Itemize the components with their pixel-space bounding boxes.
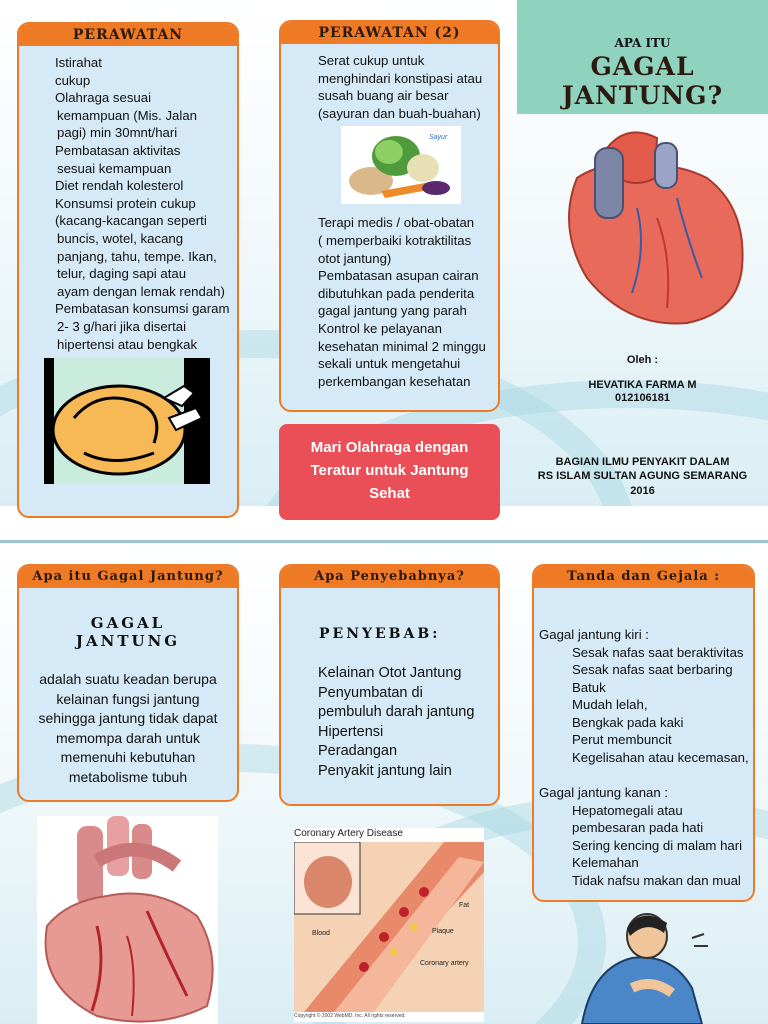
list-item: dibutuhkan pada penderita xyxy=(318,285,475,301)
list-item: ( memperbaiki kotraktilitas xyxy=(318,232,472,248)
page-divider xyxy=(0,540,768,543)
gejala-kiri-title: Gagal jantung kiri : xyxy=(539,627,649,642)
apa-itu-header: Apa itu Gagal Jantung? xyxy=(19,566,237,588)
slogan-line: Sehat xyxy=(369,485,410,502)
list-item: Pembatasan konsumsi garam xyxy=(55,301,230,317)
list-item: Terapi medis / obat-obatan xyxy=(318,215,475,231)
cover-nim: 012106181 xyxy=(614,392,671,404)
list-item: Olahraga sesuai xyxy=(55,90,152,106)
definition-line: sehingga jantung tidak dapat xyxy=(38,710,218,726)
chicken-image xyxy=(44,358,210,484)
list-item: Kontrol ke pelayanan xyxy=(318,320,442,336)
list-item: Kegelisahan atau kecemasan, xyxy=(572,749,749,765)
vegetables-image xyxy=(341,126,461,204)
cover-year: 2016 xyxy=(630,485,655,497)
cover-title-band xyxy=(517,0,768,114)
list-item: perkembangan kesehatan xyxy=(318,373,471,389)
perawatan-header: PERAWATAN xyxy=(19,24,237,46)
apa-itu-title-2: JANTUNG xyxy=(75,632,181,650)
list-item: Tidak nafsu makan dan mual xyxy=(572,872,741,888)
definition-line: metabolisme tubuh xyxy=(68,768,188,785)
list-item: pembesaran pada hati xyxy=(572,820,704,835)
cover-title-small: APA ITU xyxy=(614,36,671,50)
list-item: buncis, wotel, kacang xyxy=(57,230,184,246)
penyebab-box xyxy=(279,564,500,806)
cover-oleh: Oleh : xyxy=(626,354,659,366)
list-item: Konsumsi protein cukup xyxy=(55,195,196,211)
slogan-line: Teratur untuk Jantung xyxy=(310,462,469,479)
label-fat: Fat xyxy=(459,902,470,909)
list-item: (kacang-kacangan seperti xyxy=(55,213,207,229)
list-item: Sesak nafas saat berbaring xyxy=(572,662,733,677)
list-item: sekali untuk mengetahui xyxy=(318,356,461,372)
list-item: Kelemahan xyxy=(572,855,639,870)
list-item: kemampuan (Mis. Jalan xyxy=(57,107,197,123)
list-item: Istirahat xyxy=(55,55,102,70)
list-item: menghindari konstipasi atau xyxy=(318,70,483,86)
list-item: pagi) min 30mnt/hari xyxy=(57,125,178,141)
penyebab-title: PENYEBAB: xyxy=(319,626,441,642)
chest-pain-man-icon xyxy=(572,908,722,1024)
list-item: Sesak nafas saat beraktivitas xyxy=(572,644,744,660)
gejala-header: Tanda dan Gejala : xyxy=(534,566,753,588)
perawatan2-header: PERAWATAN (2) xyxy=(281,22,498,44)
definition-line: memompa darah untuk xyxy=(56,729,200,746)
list-item: Diet rendah kolesterol xyxy=(55,178,184,194)
vegetables-label: Sayur xyxy=(429,134,448,141)
list-item: (sayuran dan buah-buahan) xyxy=(318,105,481,121)
list-item: sesuai kemampuan xyxy=(57,160,172,176)
anatomical-heart-image xyxy=(37,816,218,1024)
list-item: ayam dengan lemak rendah) xyxy=(57,283,225,299)
list-item: Mudah lelah, xyxy=(572,697,648,712)
list-item: Pembatasan aktivitas xyxy=(55,142,181,158)
list-item: telur, daging sapi atau xyxy=(57,266,187,282)
coronary-artery-figure xyxy=(294,828,484,1022)
list-item: Serat cukup untuk xyxy=(318,53,425,68)
penyebab-header: Apa Penyebabnya? xyxy=(281,566,498,588)
perawatan2-box xyxy=(279,20,500,412)
gejala-kanan-title: Gagal jantung kanan : xyxy=(539,785,669,800)
apa-itu-box xyxy=(17,564,239,802)
definition-line: kelainan fungsi jantung xyxy=(56,690,200,707)
chest-pain-man-image xyxy=(572,908,722,1024)
apa-itu-title-1: GAGAL xyxy=(90,614,166,632)
list-item: Peradangan xyxy=(318,743,398,760)
perawatan-list xyxy=(55,54,237,353)
cover-author: HEVATIKA FARMA M xyxy=(588,379,697,391)
list-item: panjang, tahu, tempe. Ikan, xyxy=(57,248,217,264)
list-item: Hipertensi xyxy=(318,723,384,740)
list-item: 2- 3 g/hari jika disertai xyxy=(57,318,187,334)
cover-institution-2: RS ISLAM SULTAN AGUNG SEMARANG xyxy=(537,470,748,482)
list-item: Kelainan Otot Jantung xyxy=(318,665,462,681)
definition-line: adalah suatu keadan berupa xyxy=(39,671,217,687)
definition-line: memenuhi kebutuhan xyxy=(60,749,196,765)
heart-icon xyxy=(537,118,755,336)
figure-title: Coronary Artery Disease xyxy=(294,828,403,839)
cover-title-big: GAGAL JANTUNG? xyxy=(561,52,724,110)
list-item: cukup xyxy=(55,72,91,88)
list-item: Sering kencing di malam hari xyxy=(572,837,743,853)
gejala-kiri-list xyxy=(539,644,753,767)
figure-copyright: Copyright © 2002 WebMD, Inc. All rights reserved. xyxy=(294,1013,406,1019)
artery-illustration-icon xyxy=(294,842,484,1012)
list-item: gagal jantung yang parah xyxy=(318,303,467,319)
gejala-box xyxy=(532,564,755,902)
list-item: pembuluh darah jantung xyxy=(318,704,475,721)
list-item: Hepatomegali atau xyxy=(572,802,683,818)
gejala-kanan-list xyxy=(539,802,753,890)
roast-chicken-icon xyxy=(44,358,210,484)
perawatan2-list-bottom xyxy=(318,214,498,390)
list-item: Batuk xyxy=(572,679,606,695)
list-item: susah buang air besar xyxy=(318,88,449,104)
anatomical-heart-icon xyxy=(37,816,218,1024)
slogan-line: Mari Olahraga dengan xyxy=(310,439,469,456)
penyebab-list xyxy=(318,664,498,782)
apa-itu-definition xyxy=(19,670,237,787)
label-blood: Blood xyxy=(312,930,330,937)
list-item: Pembatasan asupan cairan xyxy=(318,268,479,284)
list-item: otot jantung) xyxy=(318,250,392,266)
list-item: Bengkak pada kaki xyxy=(572,714,684,730)
perawatan2-list-top xyxy=(318,52,498,122)
gejala-content xyxy=(539,626,753,889)
list-item: kesehatan minimal 2 minggu xyxy=(318,338,486,354)
cover-institution-1: BAGIAN ILMU PENYAKIT DALAM xyxy=(555,456,730,468)
list-item: Perut membuncit xyxy=(572,732,672,747)
heart-image xyxy=(537,118,755,336)
list-item: Penyakit jantung lain xyxy=(318,762,452,779)
slogan-banner xyxy=(279,424,500,520)
label-plaque: Plaque xyxy=(432,928,454,935)
list-item: Penyumbatan di xyxy=(318,684,423,701)
list-item: hipertensi atau bengkak xyxy=(57,336,198,352)
label-coronary-artery: Coronary artery xyxy=(420,960,469,967)
